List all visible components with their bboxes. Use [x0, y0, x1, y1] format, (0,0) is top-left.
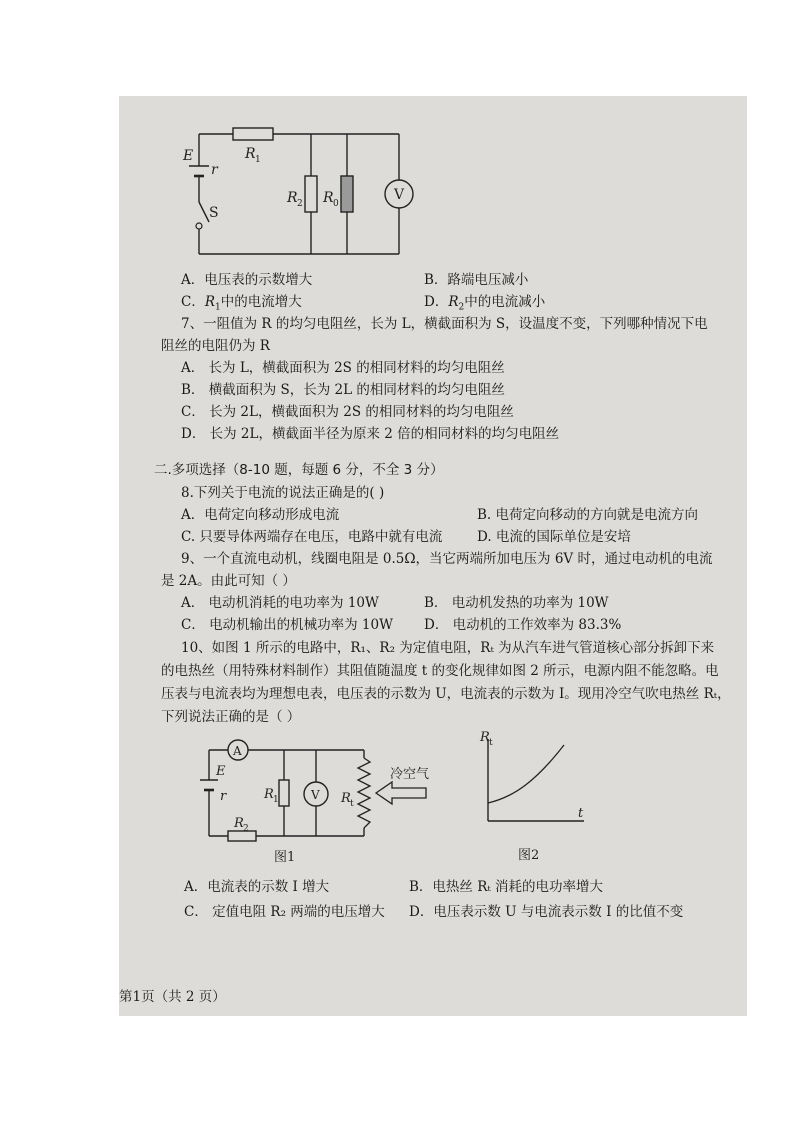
section-2-title: 二.多项选择（8-10 题，每题 6 分，不全 3 分）	[154, 462, 444, 478]
fig1-label-R1: R	[264, 787, 274, 802]
q9-option-a: A． 电动机消耗的电功率为 10W	[181, 595, 379, 611]
q7-stem-line1: 7、一阻值为 R 的均匀电阻丝，长为 L，横截面积为 S，设温度不变，下列哪种情况下电	[181, 316, 708, 332]
label-E: E	[183, 148, 194, 164]
q6-option-d-text: 中的电流减小	[464, 294, 546, 310]
fig2-ylabel: R	[480, 731, 490, 745]
label-r: r	[211, 162, 218, 178]
q6-option-d	[424, 293, 545, 317]
q6-option-c-sub: 1	[215, 302, 221, 313]
q9-option-d: D． 电动机的工作效率为 83.3%	[424, 617, 622, 633]
label-S: S	[209, 205, 219, 221]
q6-option-c-text: 中的电流增大	[220, 294, 302, 310]
q7-option-b: B． 横截面积为 S，长为 2L 的相同材料的均匀电阻丝	[181, 382, 505, 398]
q6-option-a: A．电压表的示数增大	[181, 272, 313, 288]
q10-option-b: B．电热丝 Rₜ 消耗的电功率增大	[409, 879, 603, 895]
fig2-caption: 图2	[518, 848, 540, 863]
fig2-xlabel: t	[578, 806, 584, 821]
wind-arrow-symbol	[376, 782, 426, 804]
resistor-r2-symbol	[305, 176, 317, 212]
fig1-label-Rt: R	[341, 791, 351, 806]
q10-stem-line4: 下列说法正确的是（ ）	[161, 709, 301, 725]
resistor-r1-symbol	[233, 128, 273, 140]
page-footer: 第1页（共 2 页）	[119, 989, 226, 1005]
heating-wire-rt-symbol	[358, 758, 370, 828]
resistor-r0-symbol	[341, 176, 353, 212]
fig1-label-wind: 冷空气	[390, 767, 430, 782]
q10-stem-line2: 的电热丝（用特殊材料制作）其阻值随温度 t 的变化规律如图 2 所示，电源内阻不能忽略。电	[161, 663, 719, 679]
q7-stem-line2: 阻丝的电阻仍为 R	[161, 338, 270, 354]
q9-option-c: C． 电动机输出的机械功率为 10W	[181, 617, 393, 633]
resistor-r2-fig1-symbol	[228, 831, 256, 841]
circuit-diagram-q6	[171, 114, 471, 262]
q9-stem-line2: 是 2A。由此可知（ ）	[161, 573, 296, 589]
q10-option-a: A．电流表的示数 I 增大	[184, 879, 330, 895]
resistor-r1-fig1-symbol	[279, 780, 289, 806]
q6-option-d-sub: 2	[458, 302, 465, 313]
fig1-label-E: E	[216, 764, 226, 779]
q6-option-c	[181, 293, 302, 317]
rt-curve	[488, 745, 564, 803]
exam-page-scan	[119, 96, 747, 1016]
q7-option-d: D． 长为 2L，横截面半径为原来 2 倍的相同材料的均匀电阻丝	[181, 426, 560, 442]
fig1-label-A: A	[233, 744, 242, 758]
q10-stem-line1: 10、如图 1 所示的电路中，R₁、R₂ 为定值电阻，Rₜ 为从汽车进气管道核心部分拆卸下来	[181, 640, 715, 656]
fig1-label-r: r	[220, 789, 227, 804]
battery-symbol	[189, 166, 209, 176]
fig1-label-V: V	[311, 788, 320, 802]
label-R0-sub: 0	[333, 199, 339, 209]
fig1-caption: 图1	[274, 850, 296, 865]
label-R2-sub: 2	[297, 199, 303, 209]
q10-option-d: D．电压表示数 U 与电流表示数 I 的比值不变	[409, 904, 684, 920]
q8-stem: 8.下列关于电流的说法正确是的( )	[181, 485, 385, 501]
q8-option-d: D. 电流的国际单位是安培	[477, 529, 631, 545]
q6-option-d-r: R	[448, 294, 459, 310]
graph-rt-vs-t	[474, 731, 604, 866]
fig1-label-R2: R	[234, 816, 244, 831]
q8-option-c: C. 只要导体两端存在电压，电路中就有电流	[181, 529, 443, 545]
fig1-label-R1-sub: 1	[273, 795, 279, 805]
q10-option-c: C． 定值电阻 R₂ 两端的电压增大	[184, 904, 385, 920]
fig2-ylabel-sub: t	[489, 738, 493, 748]
label-R1: R	[245, 146, 256, 162]
label-R2: R	[287, 190, 298, 206]
fig1-label-Rt-sub: t	[350, 799, 354, 809]
q7-option-c: C． 长为 2L，横截面积为 2S 的相同材料的均匀电阻丝	[181, 404, 514, 420]
circuit-diagram-fig1	[194, 718, 449, 868]
label-R0: R	[323, 190, 334, 206]
q6-option-d-prefix: D．	[424, 294, 449, 310]
q6-option-c-r: R	[204, 294, 216, 310]
q6-option-c-prefix: C．	[181, 294, 205, 310]
q9-stem-line1: 9、一个直流电动机，线圈电阻是 0.5Ω，当它两端所加电压为 6V 时，通过电动机的电流	[181, 551, 713, 567]
battery-symbol-fig1	[200, 780, 218, 790]
q7-option-a: A． 长为 L，横截面积为 2S 的相同材料的均匀电阻丝	[181, 360, 505, 376]
q8-option-a: A．电荷定向移动形成电流	[181, 507, 340, 523]
q6-option-b: B．路端电压减小	[424, 272, 529, 288]
q9-option-b: B． 电动机发热的功率为 10W	[424, 595, 609, 611]
q8-option-b: B. 电荷定向移动的方向就是电流方向	[477, 507, 699, 523]
label-R1-sub: 1	[255, 155, 261, 165]
fig1-label-R2-sub: 2	[243, 824, 249, 834]
label-V: V	[394, 187, 405, 203]
switch-contact	[196, 223, 202, 229]
q10-stem-line3: 压表与电流表均为理想电表，电压表的示数为 U，电流表的示数为 I。现用冷空气吹电热丝 Rₜ，	[161, 686, 731, 702]
